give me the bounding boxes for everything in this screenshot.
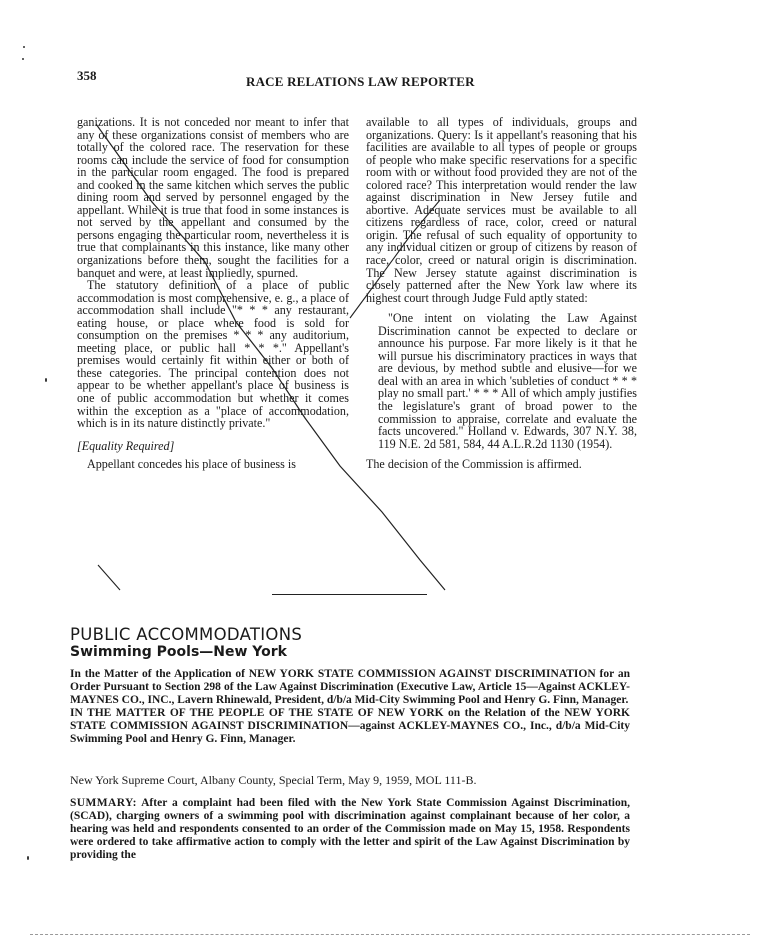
scan-speck <box>22 58 24 60</box>
section-title: PUBLIC ACCOMMODATIONS <box>70 625 303 644</box>
case-caption-1: In the Matter of the Application of NEW YORK STATE COMMISSION AGAINST DISCRIMINATION for an Order Pursuant to Section 298 of the Law Against Discrimination (Executive Law, Article 15—Against ACKLEY-MAYNES CO., INC., Lavern Rhinewald, President, d/b/a Mid-City Swimming Pool and Henry G. Finn, Manager. <box>70 668 630 706</box>
right-paragraph-1: available to all types of individuals, groups and organizations. Query: Is it appellant's reasoning that his facilities are available to all types of people or groups of people who make specific reservations for a specific room with or without food provided they are not of the colored race? This interpretation would render the law against discrimination in New Jersey futile and abortive. Adequate services must be available to all citizens regardless of race, color, creed or natural origin. The refusal of such equality of opportunity to any individual citizen or group of citizens by reason of race, color, creed or natural origin is discrimination. The New Jersey statute against discrimination is closely patterned after the New York law where its highest court through Judge Fuld aptly stated: <box>366 115 637 305</box>
page-number: 358 <box>77 68 97 83</box>
scan-edge-line <box>30 934 750 935</box>
running-head: RACE RELATIONS LAW REPORTER <box>246 74 475 89</box>
scan-speck <box>27 856 29 860</box>
left-paragraph-1: ganizations. It is not conceded nor meant to infer that any of these organizations consist of members who are totally of the colored race. The reservation for these rooms can include the service of food for consumption in the particular room engaged. The food is prepared and cooked in the same kitchen which serves the public dining room and served by personnel engaged by the appellant. While it is true that food in some instances is not served by the appellant and consumed by the persons engaging the particular room, nevertheless it is true that complainants in this instance, like many other organizations before them, sought the facilities for a banquet and were, at least impliedly, spurned. <box>77 115 349 280</box>
scan-speck <box>23 46 25 48</box>
subheading-equality-required: [Equality Required] <box>77 438 175 453</box>
left-paragraph-3: Appellant concedes his place of business is <box>87 457 296 472</box>
left-paragraph-2: The statutory definition of a place of public accommodation is most comprehensive, e. g., a place of accommodation shall include "* * * any restaurant, eating house, or place where food is sold for consumption on the premises * * * any auditorium, meeting place, or public hall * * *." Appellant's premises would certainly fit within either or both of these categories. The principal contention does not appear to be whether appellant's place of business is one of public accommodation but whether it comes within the exception as a "place of accommodation, which is in its nature distinctly private." <box>77 278 349 431</box>
scan-speck <box>45 378 47 382</box>
summary-label: SUMMARY: <box>70 797 137 809</box>
court-line: New York Supreme Court, Albany County, Special Term, May 9, 1959, MOL 111-B. <box>70 773 477 787</box>
case-caption <box>70 668 630 746</box>
section-subtitle: Swimming Pools—New York <box>70 644 287 660</box>
left-column <box>77 116 349 471</box>
case-caption-2: IN THE MATTER OF THE PEOPLE OF THE STATE OF NEW YORK on the Relation of the NEW YORK STATE COMMISSION AGAINST DISCRIMINATION—against ACKLEY-MAYNES CO., Inc., d/b/a Mid-City Swimming Pool and Henry G. Finn, Manager. <box>70 707 630 745</box>
decision-line: The decision of the Commission is affirmed. <box>366 457 582 472</box>
strike-tail-left <box>98 565 120 590</box>
summary <box>70 797 630 862</box>
summary-text: After a complaint had been filed with the New York State Commission Against Discrimination, (SCAD), charging owners of a swimming pool with discrimination against complainant because of her color, a hearing was held and respondents consented to an order of the Commission made on May 15, 1958. Respondents were ordered to take affirmative action to comply with the letter and spirit of the Law Against Discrimination by providing the <box>70 797 630 861</box>
section-divider <box>272 594 427 595</box>
block-quote: "One intent on violating the Law Against Discrimination cannot be expected to declare or announce his purpose. Far more likely is it that he will pursue his discriminatory practices in ways that are devious, by method subtle and elusive—for we deal with an area in which 'subleties of conduct * * * play no small part.' * * * All of which amply justifies the legislature's grant of broad power to the commission to appraise, correlate and evaluate the facts uncovered." Holland v. Edwards, 307 N.Y. 38, 119 N.E. 2d 581, 584, 44 A.L.R.2d 1130 (1954). <box>378 311 637 451</box>
right-column <box>366 116 637 471</box>
